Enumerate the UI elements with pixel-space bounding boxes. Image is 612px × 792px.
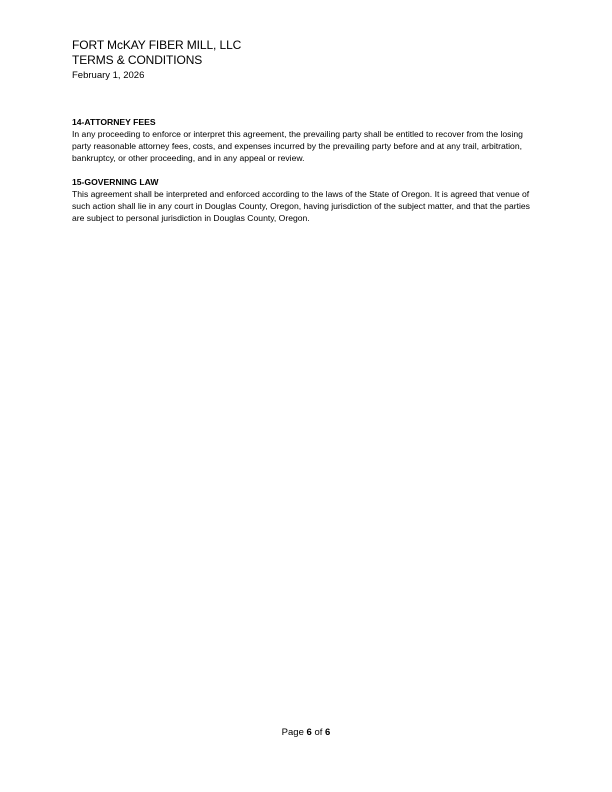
section-attorney-fees <box>72 116 542 165</box>
section-heading: 15-GOVERNING LAW <box>72 176 159 187</box>
section-body: This agreement shall be interpreted and enforced according to the laws of the State of Oregon. It is agreed that venue of such action shall lie in any court in Douglas County, Oregon, having jurisdiction of the subject matter, and that the parties are subject to personal jurisdiction in Douglas County, Oregon. <box>72 188 530 224</box>
page-current: 6 <box>306 727 312 738</box>
page-total: 6 <box>325 727 331 738</box>
page-word: Page <box>281 727 304 738</box>
section-heading: 14-ATTORNEY FEES <box>72 117 156 127</box>
page-number-footer <box>0 727 612 739</box>
of-word: of <box>314 727 323 738</box>
section-body: In any proceeding to enforce or interpret this agreement, the prevailing party shall be entitled to recover from the losing party reasonable attorney fees, costs, and expenses incurred by the prevailing party before and at any trail, arbitration, bankruptcy, or other proceeding, and in any appeal or review. <box>72 129 523 164</box>
document-date: February 1, 2026 <box>72 70 145 81</box>
section-governing-law <box>72 176 542 225</box>
document-header <box>72 38 542 83</box>
terms-sections <box>72 116 542 235</box>
document-title: TERMS & CONDITIONS <box>72 53 203 67</box>
company-name: FORT McKAY FIBER MILL, LLC <box>72 38 242 52</box>
